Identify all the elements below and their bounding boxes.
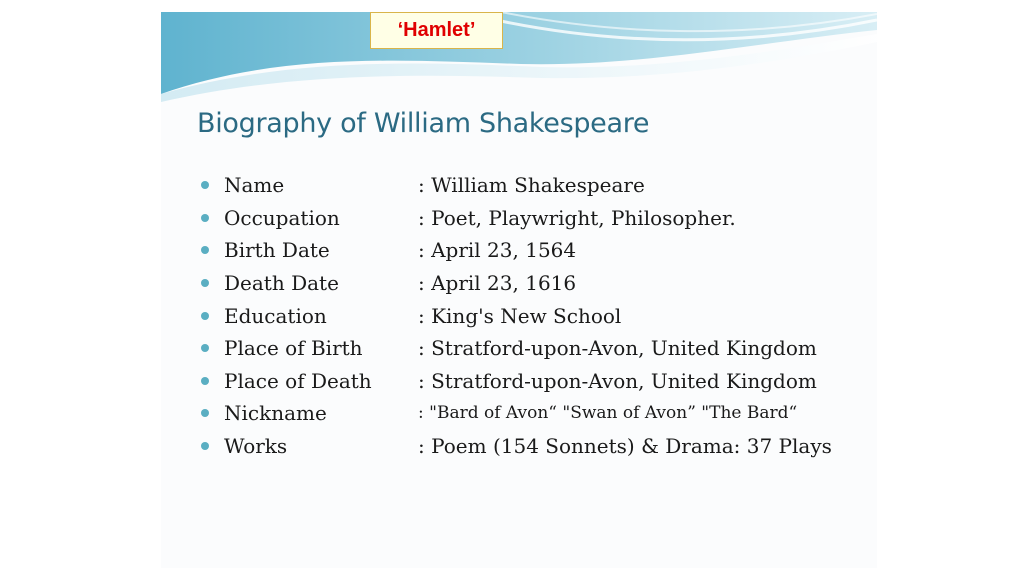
fact-label: Name [224, 173, 285, 198]
biography-list [201, 169, 871, 462]
list-item [201, 365, 871, 398]
bullet-icon [201, 312, 209, 320]
fact-label: Place of Birth [224, 336, 363, 361]
fact-value: : Poet, Playwright, Philosopher. [418, 205, 736, 230]
list-item [201, 299, 871, 332]
fact-label: Place of Death [224, 368, 372, 393]
fact-label: Education [224, 303, 327, 328]
fact-value: : Stratford-upon-Avon, United Kingdom [418, 368, 817, 393]
list-item [201, 234, 871, 267]
bullet-icon [201, 279, 209, 287]
list-item [201, 397, 871, 430]
hamlet-tag: ‘Hamlet’ [370, 12, 503, 49]
list-item [201, 169, 871, 202]
fact-value: : King's New School [418, 303, 622, 328]
list-item [201, 430, 871, 463]
fact-value: : William Shakespeare [418, 173, 645, 198]
fact-value: : April 23, 1564 [418, 238, 577, 263]
fact-value: : April 23, 1616 [418, 271, 577, 296]
bullet-icon [201, 377, 209, 385]
fact-value: : Poem (154 Sonnets) & Drama: 37 Plays [418, 434, 832, 459]
fact-value: : Stratford-upon-Avon, United Kingdom [418, 336, 817, 361]
list-item [201, 267, 871, 300]
fact-label: Nickname [224, 401, 327, 426]
bullet-icon [201, 181, 209, 189]
list-item [201, 202, 871, 235]
wave-header-decoration [161, 12, 877, 102]
bullet-icon [201, 409, 209, 417]
slide [161, 12, 877, 568]
fact-label: Occupation [224, 205, 340, 230]
bullet-icon [201, 344, 209, 352]
fact-label: Works [224, 434, 288, 459]
slide-title: Biography of William Shakespeare [197, 108, 650, 139]
fact-value: : "Bard of Avon“ "Swan of Avon” "The Bard“ [418, 403, 798, 424]
bullet-icon [201, 246, 209, 254]
bullet-icon [201, 214, 209, 222]
fact-label: Death Date [224, 271, 339, 296]
list-item [201, 332, 871, 365]
fact-label: Birth Date [224, 238, 330, 263]
bullet-icon [201, 442, 209, 450]
